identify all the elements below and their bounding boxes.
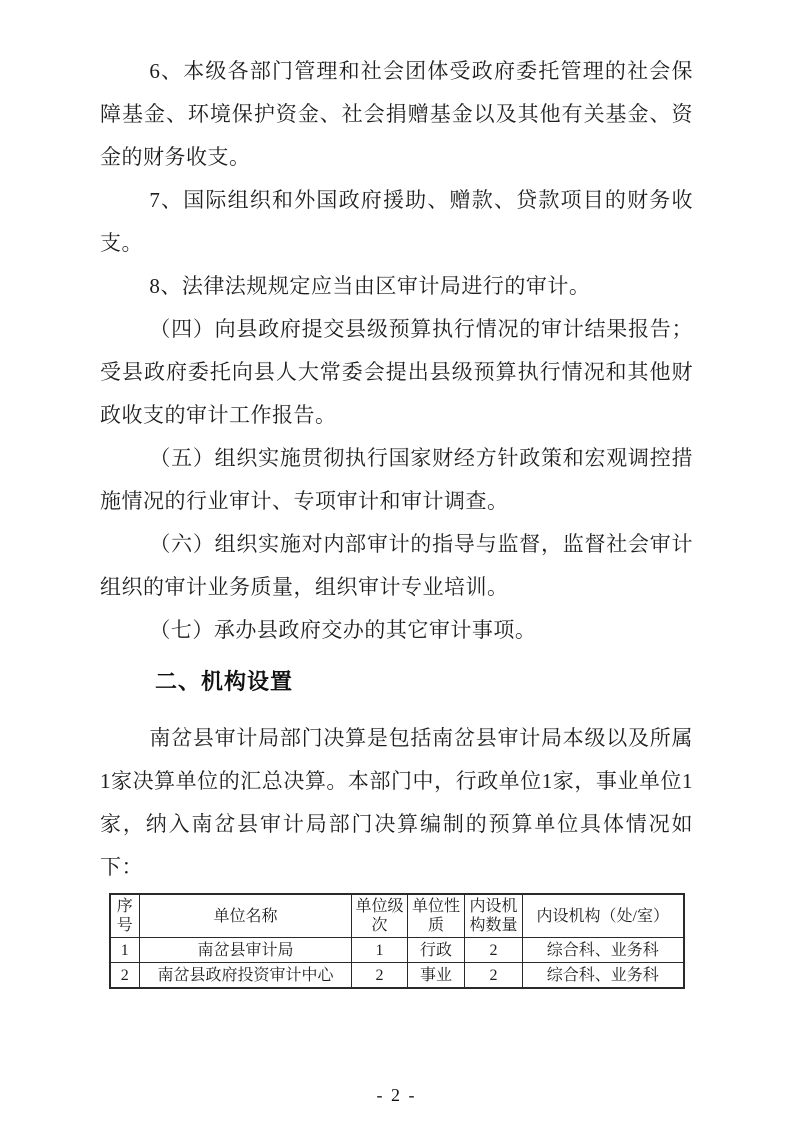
header-cell-unit-name: 单位名称 [140, 894, 352, 938]
header-cell-unit-level: 单位级次 [352, 894, 408, 938]
cell-seq: 2 [110, 963, 140, 989]
header-cell-org-count: 内设机构数量 [465, 894, 523, 938]
cell-org-names: 综合科、业务科 [523, 938, 684, 963]
cell-unit-name: 南岔县审计局 [140, 938, 352, 963]
paragraph-item-4cn: （四）向县政府提交县级预算执行情况的审计结果报告；受县政府委托向县人大常委会提出县级预算执行情况和其他财政收支的审计工作报告。 [100, 317, 693, 427]
page-number: - 2 - [376, 1085, 417, 1105]
cell-seq: 1 [110, 938, 140, 963]
paragraph-item-6cn: （六）组织实施对内部审计的指导与监督，监督社会审计组织的审计业务质量，组织审计专业培训。 [100, 532, 693, 599]
paragraph-item-7: 7、国际组织和外国政府援助、赠款、贷款项目的财务收支。 [100, 188, 693, 255]
intro-paragraph: 南岔县审计局部门决算是包括南岔县审计局本级以及所属1家决算单位的汇总决算。本部门中，行政单位1家，事业单位1家，纳入南岔县审计局部门决算编制的预算单位具体情况如下： [100, 726, 693, 879]
document-body [100, 50, 693, 989]
header-cell-seq: 序号 [110, 894, 140, 938]
cell-unit-name: 南岔县政府投资审计中心 [140, 963, 352, 989]
paragraph-item-7cn: （七）承办县政府交办的其它审计事项。 [149, 618, 537, 642]
budget-units-table [109, 893, 685, 989]
header-cell-unit-type: 单位性质 [408, 894, 465, 938]
paragraph-item-8: 8、法律法规规定应当由区审计局进行的审计。 [149, 274, 591, 298]
table-header-row [110, 894, 684, 938]
paragraph-item-5cn: （五）组织实施贯彻执行国家财经方针政策和宏观调控措施情况的行业审计、专项审计和审计调查。 [100, 446, 693, 513]
cell-org-count: 2 [465, 938, 523, 963]
cell-org-names: 综合科、业务科 [523, 963, 684, 989]
cell-unit-type: 事业 [408, 963, 465, 989]
table-row [110, 963, 684, 989]
cell-unit-level: 1 [352, 938, 408, 963]
section-heading-organization-setup: 二、机构设置 [155, 669, 294, 694]
cell-unit-type: 行政 [408, 938, 465, 963]
cell-unit-level: 2 [352, 963, 408, 989]
paragraph-item-6: 6、本级各部门管理和社会团体受政府委托管理的社会保障基金、环境保护资金、社会捐赠基金以及其他有关基金、资金的财务收支。 [100, 59, 693, 169]
header-cell-org-names: 内设机构（处/室） [523, 894, 684, 938]
table-row [110, 938, 684, 963]
cell-org-count: 2 [465, 963, 523, 989]
